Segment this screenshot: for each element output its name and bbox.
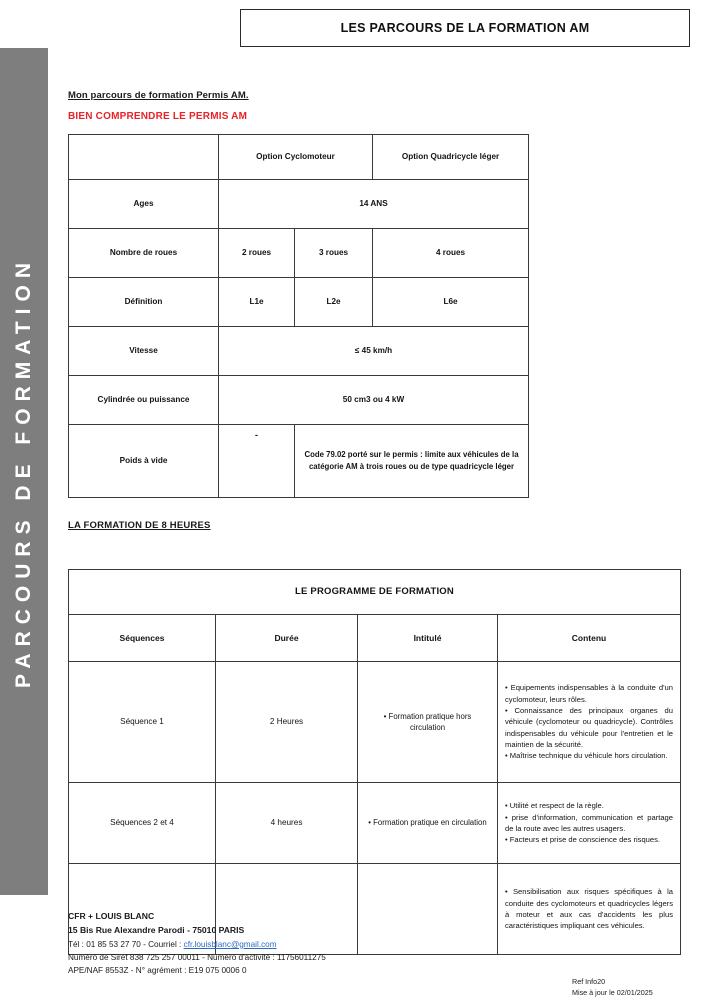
t2-col-contenu: Contenu	[498, 615, 681, 662]
t1-label: Nombre de roues	[69, 229, 219, 278]
table-row	[69, 278, 529, 327]
t1-value-merged: ≤ 45 km/h	[219, 327, 529, 376]
footer-email-link[interactable]: cfr.louisblanc@gmail.com	[183, 939, 277, 949]
t1-value: 4 roues	[373, 229, 529, 278]
t2-col-intitule: Intitulé	[358, 615, 498, 662]
t2-col-sequences: Séquences	[69, 615, 216, 662]
t2-contenu-item: • Maîtrise technique du véhicule hors circulation.	[505, 751, 668, 761]
table-row	[69, 425, 529, 498]
t2-contenu-item: • Connaissance des principaux organes du véhicule (cyclomoteur ou quadricycle). Contrôles indispensables du véhicule pour l'entretien et le maintien de la sécurité.	[505, 705, 673, 750]
intro-lead: Mon parcours de formation Permis AM.	[68, 90, 249, 101]
table-permis-am	[68, 134, 529, 498]
t2-sequence: Séquences 2 et 4	[69, 783, 216, 864]
footer-phone: Tél : 01 85 53 27 70 - Courriel :	[68, 939, 184, 949]
t2-contenu-item: • prise d'information, communication et partage de la route avec les autres usagers.	[505, 812, 673, 833]
t1-code-note: Code 79.02 porté sur le permis : limite aux véhicules de la catégorie AM à trois roues ou de type quadricycle léger	[295, 425, 529, 498]
t2-contenu-item: • Utilité et respect de la règle.	[505, 801, 604, 811]
t1-label: Cylindrée ou puissance	[69, 376, 219, 425]
table-programme-formation	[68, 569, 681, 955]
t1-value: L2e	[295, 278, 373, 327]
footer-contact-line	[68, 938, 498, 951]
t2-intitule: • Formation pratique en circulation	[358, 783, 498, 864]
document-reference	[572, 976, 702, 998]
t2-contenu-item: • Equipements indispensables à la conduite d'un cyclomoteur, leurs rôles.	[505, 683, 673, 704]
t1-value-merged: 14 ANS	[219, 180, 529, 229]
t1-dash-cell: -	[219, 425, 295, 498]
t2-contenu	[498, 864, 681, 955]
t2-duree: 4 heures	[216, 783, 358, 864]
t2-contenu-item: • Facteurs et prise de conscience des risques.	[505, 835, 661, 845]
footer-company: CFR + LOUIS BLANC	[68, 911, 155, 921]
t2-col-duree: Durée	[216, 615, 358, 662]
t2-contenu	[498, 662, 681, 783]
table-row	[69, 783, 681, 864]
table-row	[69, 180, 529, 229]
t1-header-cyclomoteur: Option Cyclomoteur	[219, 135, 373, 180]
footer-siret: Numéro de Siret 838 725 257 00011 - Numéro d'activité : 11756011275	[68, 953, 326, 963]
t2-contenu-item: • Sensibilisation aux risques spécifiques à la conduite des cyclomoteurs et quadricycles légers à moteur et aux cas d'accidents les plus caractéristiques impliquant ces véhicules.	[505, 887, 673, 931]
table-row	[69, 662, 681, 783]
t1-value-merged: 50 cm3 ou 4 kW	[219, 376, 529, 425]
document-content	[68, 90, 688, 955]
t1-value: L6e	[373, 278, 529, 327]
t1-label: Vitesse	[69, 327, 219, 376]
table-row	[69, 327, 529, 376]
t2-contenu	[498, 783, 681, 864]
t1-value: L1e	[219, 278, 295, 327]
t2-banner: LE PROGRAMME DE FORMATION	[69, 570, 681, 615]
table-row	[69, 135, 529, 180]
t1-value: 2 roues	[219, 229, 295, 278]
ref-code: Ref Info20	[572, 977, 606, 986]
t1-label: Ages	[69, 180, 219, 229]
table-row	[69, 229, 529, 278]
page-title: LES PARCOURS DE LA FORMATION AM	[340, 21, 590, 35]
footer-address: 15 Bis Rue Alexandre Parodi - 75010 PARIS	[68, 924, 245, 935]
side-band-label: PARCOURS DE FORMATION	[12, 255, 35, 688]
t2-duree: 2 Heures	[216, 662, 358, 783]
table-row	[69, 570, 681, 615]
t1-label: Poids à vide	[69, 425, 219, 498]
t1-value: 3 roues	[295, 229, 373, 278]
footer-block	[68, 910, 498, 978]
page-title-box	[240, 9, 690, 47]
side-band	[0, 48, 48, 895]
t2-sequence: Séquence 1	[69, 662, 216, 783]
t2-intitule: • Formation pratique hors circulation	[358, 662, 498, 783]
section-heading-formation: LA FORMATION DE 8 HEURES	[68, 520, 211, 531]
t1-label: Définition	[69, 278, 219, 327]
table-row	[69, 376, 529, 425]
t1-corner-cell	[69, 135, 219, 180]
table-header-row	[69, 615, 681, 662]
t1-header-quadricycle: Option Quadricycle léger	[373, 135, 529, 180]
intro-red-heading: BIEN COMPRENDRE LE PERMIS AM	[68, 111, 248, 122]
ref-update-date: Mise à jour le 02/01/2025	[572, 988, 653, 998]
footer-ape: APE/NAF 8553Z - N° agrément : E19 075 0006 0	[68, 966, 247, 976]
